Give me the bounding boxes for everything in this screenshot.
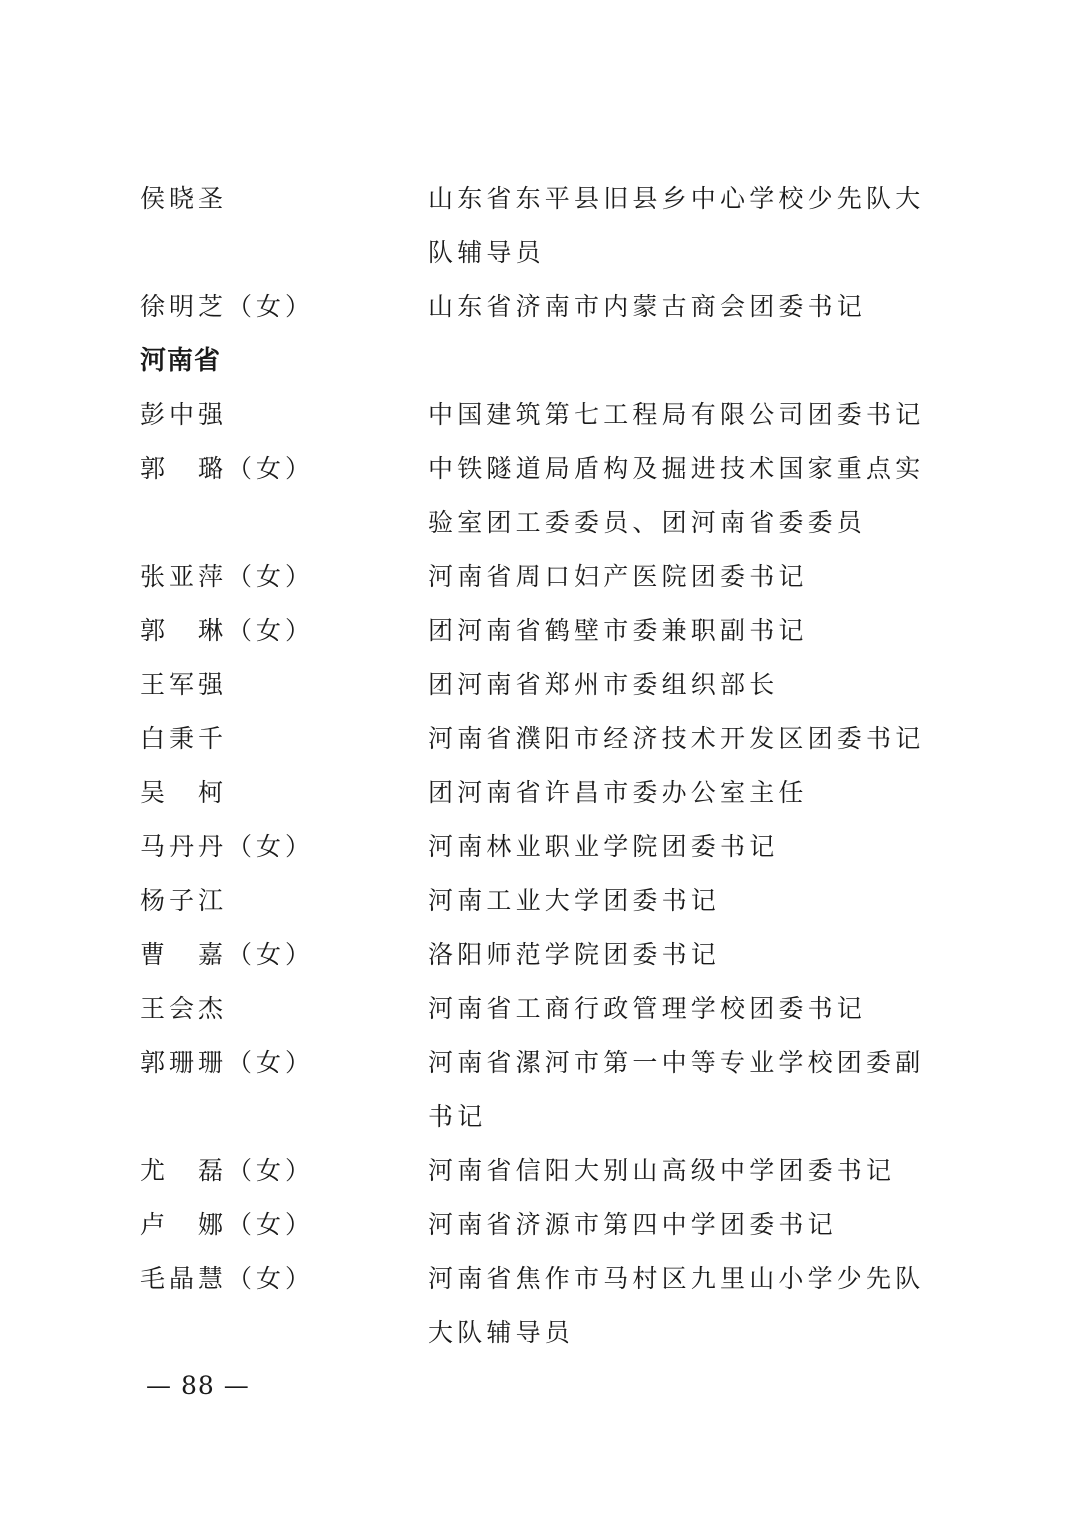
person-role: 河南省工商行政管理学校团委书记 xyxy=(428,994,867,1023)
list-item xyxy=(140,820,940,874)
list-item xyxy=(140,712,940,766)
person-role: 河南省周口妇产医院团委书记 xyxy=(428,562,808,591)
person-name: 王军强 xyxy=(140,670,228,699)
list-item xyxy=(140,766,940,820)
person-role: 团河南省鹤壁市委兼职副书记 xyxy=(428,616,808,645)
list-item xyxy=(140,1144,940,1198)
list-item xyxy=(140,172,940,280)
person-name: 张亚萍（女） xyxy=(140,562,315,591)
person-role: 山东省济南市内蒙古商会团委书记 xyxy=(428,292,867,321)
person-name: 卢 娜（女） xyxy=(140,1210,315,1239)
list-item xyxy=(140,928,940,982)
person-name: 尤 磊（女） xyxy=(140,1156,315,1185)
person-name: 徐明芝（女） xyxy=(140,292,315,321)
person-name: 杨子江 xyxy=(140,886,228,915)
person-role: 团河南省郑州市委组织部长 xyxy=(428,670,779,699)
person-name: 郭 琳（女） xyxy=(140,616,315,645)
person-name: 曹 嘉（女） xyxy=(140,940,315,969)
section-heading: 河南省 xyxy=(140,346,222,376)
person-name: 郭珊珊（女） xyxy=(140,1048,315,1077)
person-role: 团河南省许昌市委办公室主任 xyxy=(428,778,808,807)
person-role: 中国建筑第七工程局有限公司团委书记 xyxy=(428,400,925,429)
list-item xyxy=(140,604,940,658)
person-name: 王会杰 xyxy=(140,994,228,1023)
person-name: 侯晓圣 xyxy=(140,184,228,213)
person-role: 洛阳师范学院团委书记 xyxy=(428,940,721,969)
list-item xyxy=(140,982,940,1036)
list-item xyxy=(140,1252,940,1360)
list-item xyxy=(140,658,940,712)
person-name: 彭中强 xyxy=(140,400,228,429)
person-role: 河南省濮阳市经济技术开发区团委书记 xyxy=(428,724,925,753)
page-number: — 88 — xyxy=(146,1371,250,1400)
person-role: 河南省漯河市第一中等专业学校团委副书记 xyxy=(428,1048,925,1131)
list-item xyxy=(140,1198,940,1252)
person-role: 山东省东平县旧县乡中心学校少先队大队辅导员 xyxy=(428,184,925,267)
person-name: 毛晶慧（女） xyxy=(140,1264,315,1293)
list-item xyxy=(140,280,940,334)
person-role: 河南工业大学团委书记 xyxy=(428,886,721,915)
name-list xyxy=(140,172,940,1360)
person-role: 河南省焦作市马村区九里山小学少先队大队辅导员 xyxy=(428,1264,925,1347)
person-role: 中铁隧道局盾构及掘进技术国家重点实验室团工委委员、团河南省委委员 xyxy=(428,454,925,537)
list-item xyxy=(140,442,940,550)
list-item xyxy=(140,874,940,928)
person-role: 河南省信阳大别山高级中学团委书记 xyxy=(428,1156,896,1185)
person-role: 河南林业职业学院团委书记 xyxy=(428,832,779,861)
person-name: 马丹丹（女） xyxy=(140,832,315,861)
person-name: 吴 柯 xyxy=(140,778,228,807)
person-name: 郭 璐（女） xyxy=(140,454,315,483)
person-name: 白秉千 xyxy=(140,724,228,753)
person-role: 河南省济源市第四中学团委书记 xyxy=(428,1210,837,1239)
list-item xyxy=(140,388,940,442)
list-item xyxy=(140,550,940,604)
list-item xyxy=(140,1036,940,1144)
